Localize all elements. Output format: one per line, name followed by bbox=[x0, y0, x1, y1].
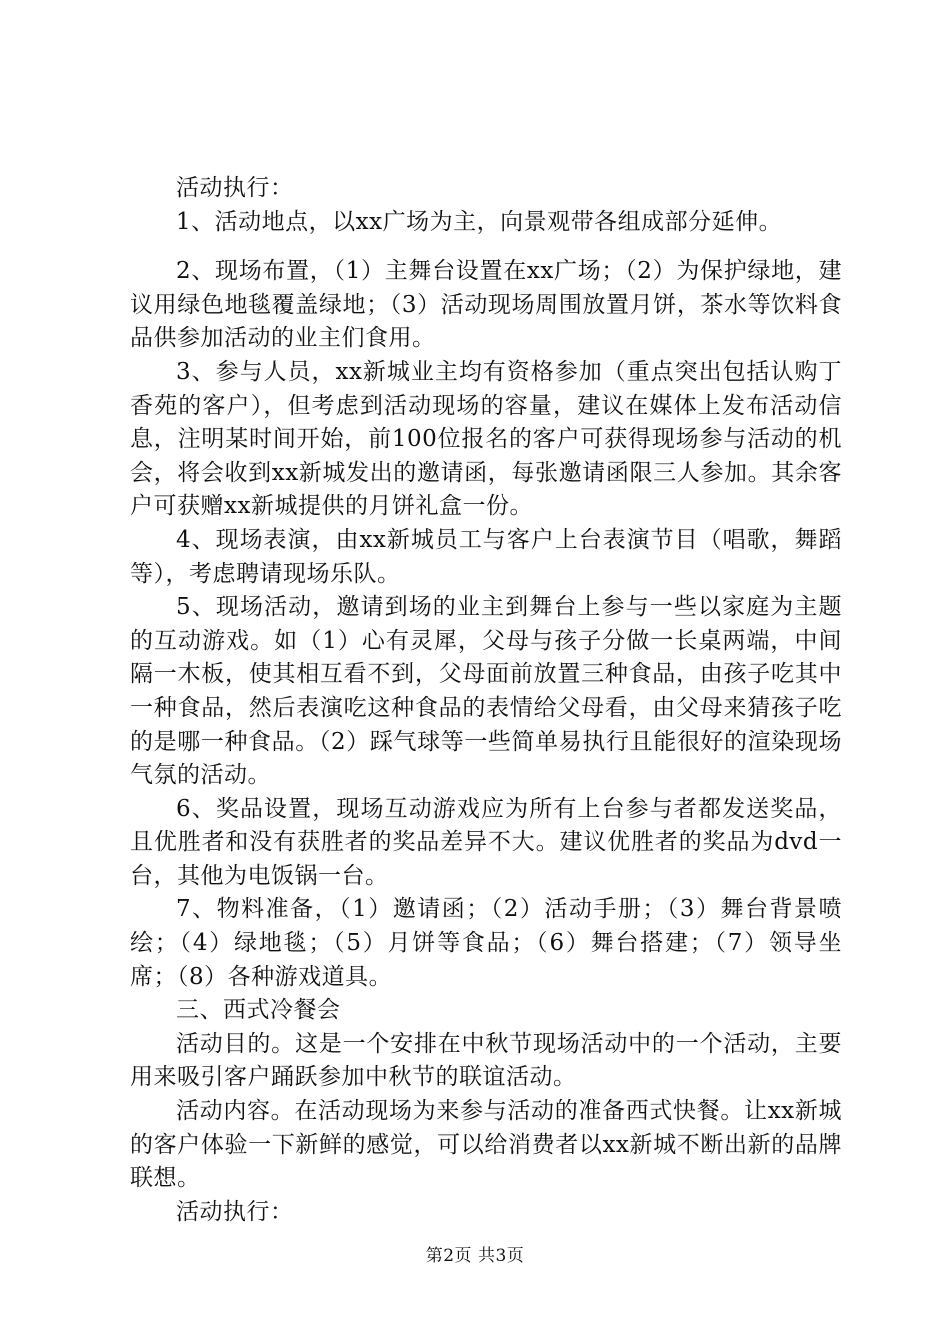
paragraph-purpose: 活动目的。这是一个安排在中秋节现场活动中的一个活动，主要用来吸引客户踊跃参加中秋节的联谊活动。 bbox=[130, 1030, 842, 1091]
paragraph-participants: 3、参与人员，xx新城业主均有资格参加（重点突出包括认购丁香苑的客户），但考虑到活动现场的容量，建议在媒体上发布活动信息，注明某时间开始，前100位报名的客户可获得现场参与活动的机会，将会收到xx新城发出的邀请函，每张邀请函限三人参加。其余客户可获赠xx新城提供的月饼礼盒一份。 bbox=[130, 358, 842, 520]
paragraph-heading-execution: 活动执行： bbox=[176, 175, 294, 201]
paragraph-content: 活动内容。在活动现场为来参与活动的准备西式快餐。让xx新城的客户体验一下新鲜的感觉，可以给消费者以xx新城不断出新的品牌联想。 bbox=[130, 1098, 842, 1192]
paragraph-layout: 2、现场布置，（1）主舞台设置在xx广场；（2）为保护绿地，建议用绿色地毯覆盖绿地；（3）活动现场周围放置月饼，茶水等饮料食品供参加活动的业主们食用。 bbox=[130, 258, 842, 352]
paragraph-performance: 4、现场表演，由xx新城员工与客户上台表演节目（唱歌，舞蹈等），考虑聘请现场乐队。 bbox=[130, 526, 842, 587]
paragraph-materials: 7、物料准备，（1）邀请函；（2）活动手册；（3）舞台背景喷绘；（4）绿地毯；（5）月饼等食品；（6）舞台搭建；（7）领导坐席；（8）各种游戏道具。 bbox=[130, 896, 842, 990]
paragraph-activities: 5、现场活动，邀请到场的业主到舞台上参与一些以家庭为主题的互动游戏。如（1）心有灵犀，父母与孩子分做一长桌两端，中间隔一木板，使其相互看不到，父母面前放置三种食品，由孩子吃其中一种食品，然后表演吃这种食品的表情给父母看，由父母来猜孩子吃的是哪一种食品。（2）踩气球等一些简单易执行且能很好的渲染现场气氛的活动。 bbox=[130, 594, 842, 789]
paragraph-venue: 1、活动地点，以xx广场为主，向景观带各组成部分延伸。 bbox=[176, 208, 783, 235]
paragraph-prizes: 6、奖品设置，现场互动游戏应为所有上台参与者都发送奖品，且优胜者和没有获胜者的奖品差异不大。建议优胜者的奖品为dvd一台，其他为电饭锅一台。 bbox=[130, 795, 842, 889]
page-footer: 第2页 共3页 bbox=[425, 1246, 525, 1266]
paragraph-heading-execution-2: 活动执行： bbox=[176, 1198, 294, 1225]
section-heading-buffet: 三、西式冷餐会 bbox=[176, 997, 341, 1024]
document-body bbox=[130, 172, 842, 1229]
